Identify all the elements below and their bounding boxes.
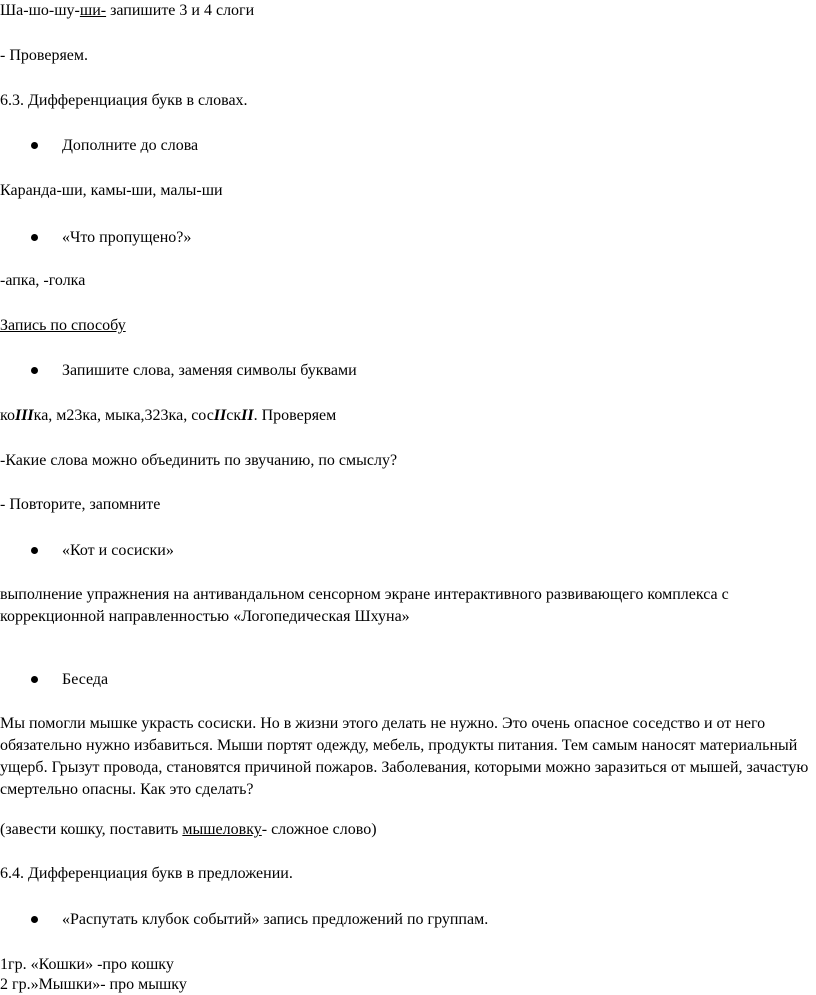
- symbol-mark: II: [213, 407, 227, 424]
- bullet-conversation: Беседа: [62, 671, 109, 688]
- bullet-icon: [31, 916, 38, 923]
- line-get-cat: (завести кошку, поставить мышеловку- сложное слово): [0, 821, 377, 838]
- paragraph-exercise: выполнение упражнения на антивандальном сенсорном экране интерактивного развивающего комплекса с коррекционной направленностью «Логопедическая Шхуна»: [0, 586, 729, 625]
- syllables-text: Ша-шо-шу-: [0, 2, 80, 19]
- bullet-untangle: «Распутать клубок событий» запись предложений по группам.: [62, 911, 489, 928]
- section-6-3-heading: 6.3. Дифференциация букв в словах.: [0, 92, 248, 109]
- line-question-combine: -Какие слова можно объединить по звучанию, по смыслу?: [0, 452, 398, 469]
- word-mousetrap: мышеловку: [182, 821, 262, 838]
- line-record-method: Запись по способу: [0, 317, 126, 334]
- symbol-mark: II: [241, 407, 254, 424]
- line-check: - Проверяем.: [0, 47, 89, 64]
- bullet-icon: [31, 234, 38, 241]
- bullet-icon: [31, 367, 38, 374]
- paragraph-conversation: Мы помогли мышке украсть сосиски. Но в жизни этого делать не нужно. Это очень опасное соседство и от него обязательно нужно избавиться. Мыши портят одежду, мебель, продукты питания. Тем самым наносят материальный ущерб. Грызут провода, становятся причиной пожаров. Заболевания, которыми можно заразиться от мышей, зачастую смертельно опасны. Как это сделать?: [0, 715, 809, 798]
- bullet-icon: [31, 676, 38, 683]
- syllable-underlined: ши-: [79, 2, 107, 19]
- line-syllables: [0, 1, 254, 21]
- bullet-icon: [31, 547, 38, 554]
- bullet-cat-sausages: «Кот и сосиски»: [62, 542, 174, 559]
- line-group-mice: 2 гр.»Мышки»- про мышку: [0, 976, 187, 993]
- line-group-cats: 1гр. «Кошки» -про кошку: [0, 956, 174, 973]
- symbol-mark: III: [14, 407, 34, 424]
- bullet-icon: [31, 142, 38, 149]
- bullet-complete-word: Дополните до слова: [62, 137, 199, 154]
- bullet-replace-symbols: Запишите слова, заменяя символы буквами: [62, 362, 357, 379]
- line-repeat-remember: - Повторите, запомните: [0, 496, 161, 513]
- bullet-what-missing: «Что пропущено?»: [62, 229, 192, 246]
- section-6-4-heading: 6.4. Дифференциация букв в предложении.: [0, 865, 293, 882]
- syllables-instruction: запишите 3 и 4 слоги: [106, 2, 255, 19]
- line-symbol-words: коIIIка, м23ка, мыка,323ка, сосIIскII. Проверяем: [0, 407, 337, 424]
- line-missing-letters: -апка, -голка: [0, 272, 86, 289]
- line-words-shi: Каранда-ши, камы-ши, малы-ши: [0, 182, 223, 199]
